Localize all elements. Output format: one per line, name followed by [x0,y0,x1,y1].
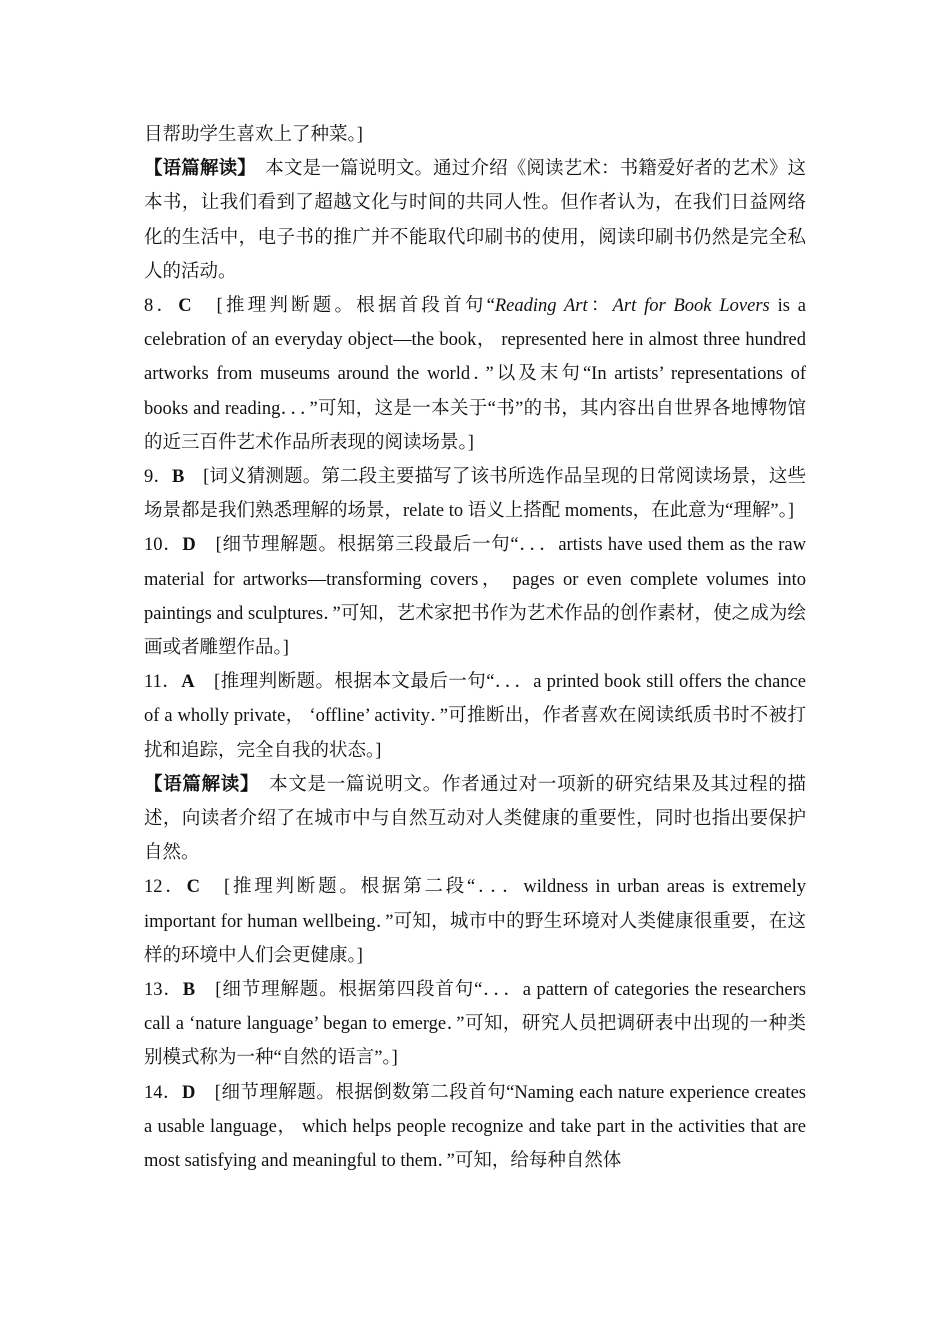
answer-item-9 [144,460,806,528]
page-content [144,118,806,1178]
answer-item-10 [144,528,806,665]
answer-letter: A [181,672,195,693]
continuation-text: 目帮助学生喜欢上了种菜。] [144,125,363,145]
passage-reading-text: 本文是一篇说明文。通过介绍《阅读艺术：书籍爱好者的艺术》这本书，让我们看到了超越文化与时间的共同人性。但作者认为，在我们日益网络化的生活中，电子书的推广并不能取代印刷书的使用，阅读印刷书仍然是完全私人的活动。 [144,159,806,282]
explanation-text: [推理判断题。根据本文最后一句“．．．a printed book still offers the chance of a wholly private， ‘offline’ activity．”可推断出，作者喜欢在阅读纸质书时不被打扰和追踪，完全自我的状态。] [144,672,806,761]
question-number: 13． [144,980,183,1001]
answer-letter: B [182,980,196,1001]
passage-reading-label: 【语篇解读】 [144,159,247,180]
answer-item-11 [144,665,806,768]
title-colon: ： [587,296,613,317]
explanation-text: is a celebration of an everyday object—the book， represented here in almost three hundred artworks from museums around the world．”以及末句“In artists’ representations of books and reading．．．”可知，这是一本关于“书”的书，其内容出自世界各地博物馆的近三百件艺术作品所表现的阅读场景。] [144,296,806,453]
answer-letter: B [172,467,185,488]
passage-reading-label: 【语篇解读】 [144,774,250,795]
explanation-text: [细节理解题。根据倒数第二段首句“Naming each nature experience creates a usable language， which helps people recognize and take part in the activities that are most satisfying and meaningful to them．”可知，给每种自然体 [144,1082,806,1172]
answer-letter: C [178,296,192,317]
passage-reading-text: 本文是一篇说明文。作者通过对一项新的研究结果及其过程的描述，向读者介绍了在城市中与自然互动对人类健康的重要性，同时也指出要保护自然。 [144,774,806,864]
book-title-part-2: Art for Book Lovers [612,296,770,317]
explanation-text: [细节理解题。根据第三段最后一句“．．．artists have used them as the raw material for artworks—transforming covers， pages or even complete volumes into paintings and sculptures．”可知，艺术家把书作为艺术作品的创作素材，使之成为绘画或者雕塑作品。] [144,535,806,659]
explanation-text: [推理判断题。根据第二段“．．．wildness in urban areas is extremely important for human wellbeing．”可知，城市中的野生环境对人类健康很重要，在这样的环境中人们会更健康。] [144,877,806,966]
answer-item-8 [144,289,806,460]
answer-letter: C [186,877,200,898]
answer-letter: D [181,1082,196,1103]
question-number: 10． [144,535,183,556]
explanation-text: [细节理解题。根据第四段首句“．．．a pattern of categories the researchers call a ‘nature language’ began to emerge．”可知，研究人员把调研表中出现的一种类别模式称为一种“自然的语言”。] [144,980,806,1069]
continuation-paragraph [144,118,806,152]
question-number: 12． [144,877,187,898]
book-title-part-1: Reading Art [494,296,588,317]
question-number: 9． [144,467,173,488]
passage-reading-1 [144,152,806,289]
explanation-text: [推理判断题。根据首段首句“ [191,296,495,317]
explanation-text: [词义猜测题。第二段主要描写了该书所选作品呈现的日常阅读场景，这些场景都是我们熟悉理解的场景，relate to 语义上搭配 moments，在此意为“理解”。] [144,467,806,522]
question-number: 14． [144,1082,182,1103]
answer-item-14 [144,1076,806,1179]
passage-reading-2 [144,768,806,871]
question-number: 11． [144,672,182,693]
answer-item-12 [144,870,806,973]
answer-letter: D [182,535,196,556]
answer-item-13 [144,973,806,1076]
question-number: 8． [144,296,179,317]
